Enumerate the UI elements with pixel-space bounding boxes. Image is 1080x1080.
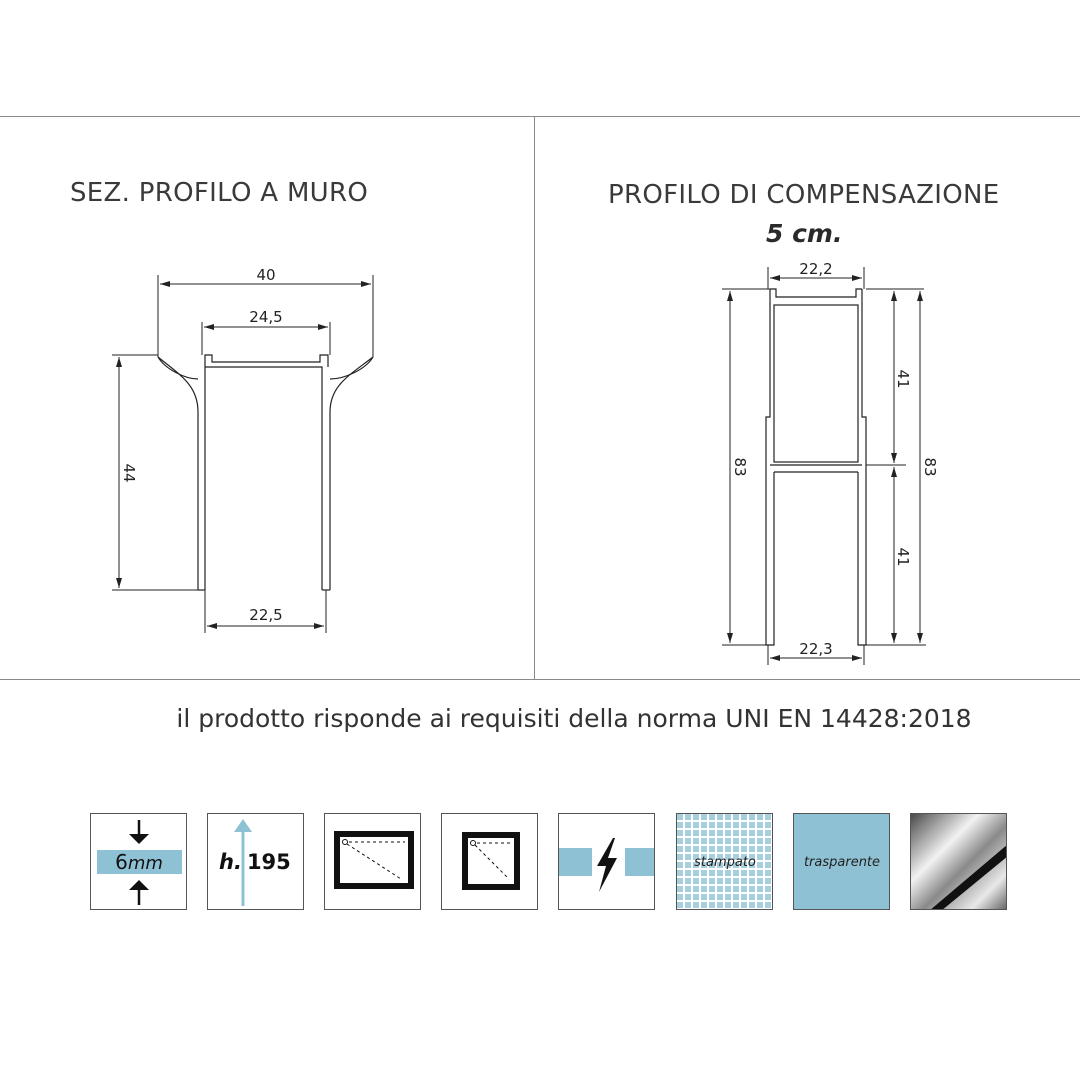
square-frame-icon (441, 813, 538, 910)
glass-thickness-icon (90, 813, 187, 910)
dim-22-2: 22,2 (799, 260, 833, 278)
compensation-profile-size: 5 cm. (766, 219, 843, 248)
dim-lower-41: 41 (894, 547, 912, 567)
norm-compliance-text: il prodotto risponde ai requisiti della norma UNI EN 14428:2018 (176, 704, 972, 733)
dim-24-5: 24,5 (249, 308, 283, 326)
dim-upper-41: 41 (894, 369, 912, 389)
dim-22-3: 22,3 (799, 640, 833, 658)
svg-text:6mm (115, 850, 163, 874)
dim-44: 44 (120, 463, 138, 483)
wide-frame-icon (324, 813, 421, 910)
bottom-divider (0, 679, 1080, 680)
wall-profile-title: SEZ. PROFILO A MURO (70, 178, 369, 208)
thickness-value: 6 (115, 850, 128, 874)
dim-left-83: 83 (731, 457, 749, 477)
wall-profile-drawing (0, 117, 534, 677)
tempered-glass-icon (558, 813, 655, 910)
svg-text:h.195 (219, 850, 291, 874)
printed-glass-icon (676, 813, 773, 910)
compensation-profile-drawing (534, 117, 1080, 677)
compensation-profile-title: PROFILO DI COMPENSAZIONE (608, 180, 1000, 210)
height-prefix: h. (219, 850, 242, 874)
transparent-glass-icon (793, 813, 890, 910)
height-value: 195 (246, 850, 291, 874)
transparent-label: trasparente (803, 855, 881, 870)
height-icon (207, 813, 304, 910)
dim-22-5: 22,5 (249, 606, 283, 624)
dim-40: 40 (256, 266, 276, 284)
thickness-unit: mm (127, 853, 163, 874)
printed-label: stampato (694, 855, 756, 870)
dim-right-83: 83 (921, 457, 939, 477)
chrome-finish-icon (910, 813, 1007, 910)
